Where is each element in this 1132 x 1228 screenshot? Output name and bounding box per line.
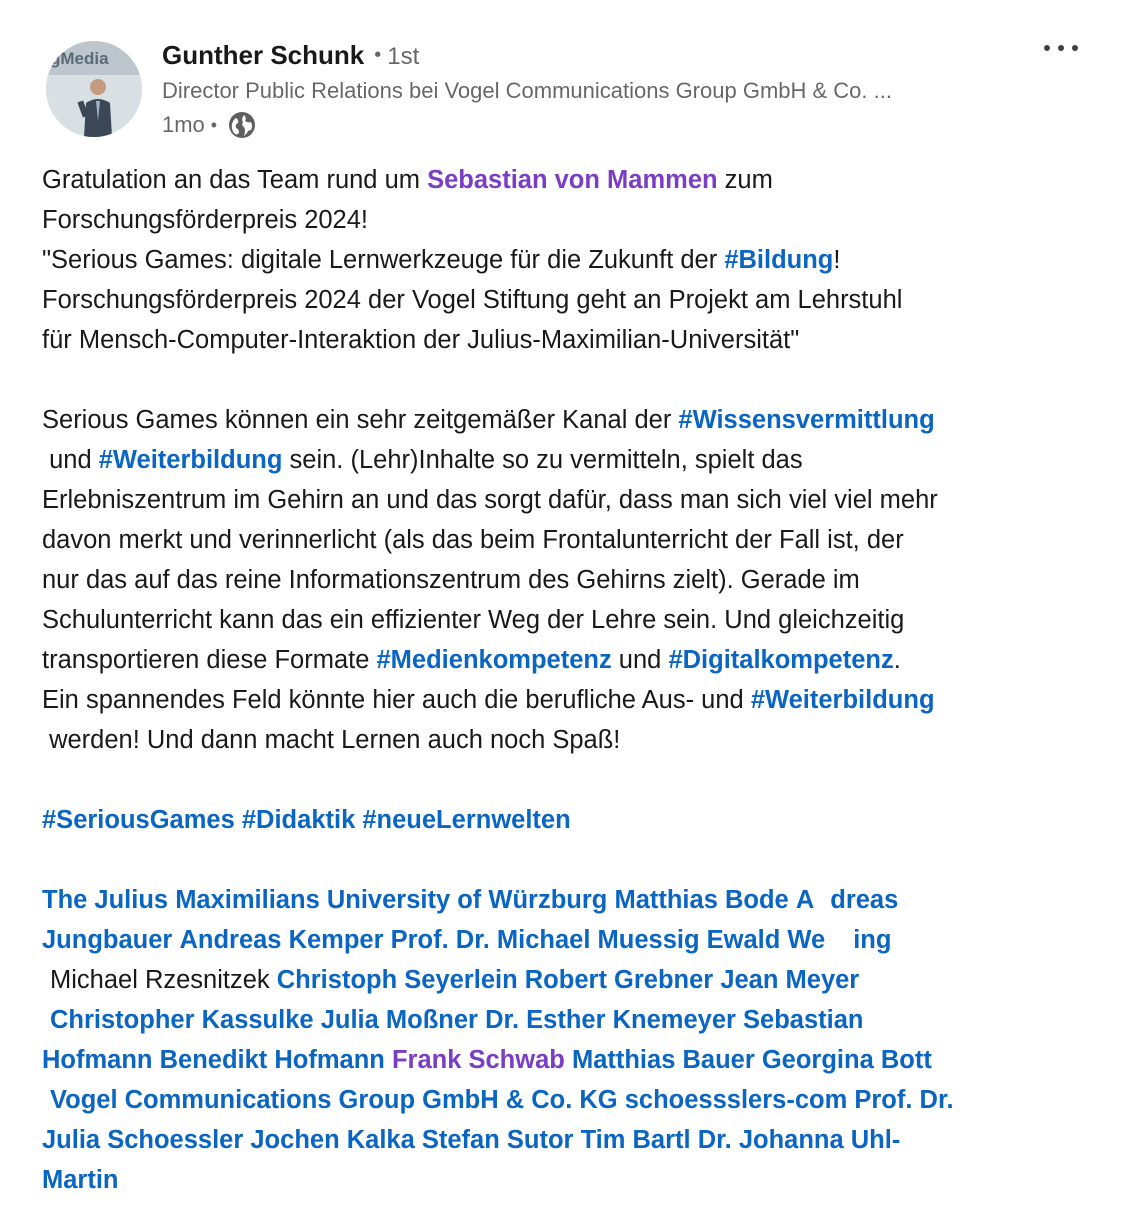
mention-link[interactable]: Hofmann — [42, 1046, 153, 1074]
post-meta — [162, 110, 257, 140]
plain-name: Michael Rzesnitzek — [50, 966, 270, 994]
mention-link[interactable]: Robert Grebner — [524, 966, 714, 994]
paragraph-gap — [42, 360, 1092, 400]
mention-link[interactable]: Tim Bartl — [580, 1126, 691, 1154]
post-time: 1mo — [162, 112, 205, 137]
author-name[interactable]: Gunther Schunk — [162, 40, 365, 70]
mention-link[interactable]: Julia Schoessler — [42, 1126, 244, 1154]
text-line: Schulunterricht kann das ein effizienter Weg der Lehre sein. Und gleichzeitig — [42, 606, 905, 634]
mention-link[interactable]: Vogel Communications Group GmbH & Co. KG — [50, 1086, 618, 1114]
paragraph-gap — [42, 760, 1092, 800]
hashtag-link[interactable]: #Bildung — [724, 246, 834, 274]
mention-link[interactable]: Sebastian von Mammen — [427, 166, 718, 194]
paragraph-gap — [42, 840, 1092, 880]
mention-link[interactable]: Sebastian — [743, 1006, 864, 1034]
mention-link[interactable]: A dreas — [795, 886, 899, 914]
author-headline: Director Public Relations bei Vogel Communications Group GmbH & Co. ... — [162, 78, 892, 103]
text-line: "Serious Games: digitale Lernwerkzeuge für die Zukunft der #Bildung! — [42, 246, 841, 274]
mention-link[interactable]: Martin — [42, 1166, 119, 1194]
hashtag-link[interactable]: #Weiterbildung — [750, 686, 935, 714]
mention-link[interactable]: Ewald We ing — [706, 926, 892, 954]
text-line: Ein spannendes Feld könnte hier auch die berufliche Aus- und #Weiterbildung — [42, 686, 935, 714]
mention-link[interactable]: Dr. Esther Knemeyer — [485, 1006, 736, 1034]
mention-link[interactable]: Andreas Kemper — [179, 926, 384, 954]
text-line: Serious Games können ein sehr zeitgemäßer Kanal der #Wissensvermittlung — [42, 406, 935, 434]
mention-link[interactable]: Stefan Sutor — [421, 1126, 574, 1154]
mentions-line — [42, 880, 1092, 920]
text-line: Gratulation an das Team rund um Sebastian von Mammen zum — [42, 166, 773, 194]
mentions-line — [42, 1080, 1092, 1120]
mention-link[interactable]: Christoph Seyerlein — [276, 966, 518, 994]
mentions-line — [42, 1000, 1092, 1040]
globe-icon — [227, 110, 257, 140]
post-header — [0, 0, 1132, 150]
mentions-line — [42, 1120, 1092, 1160]
mention-link[interactable]: Dr. Johanna Uhl- — [697, 1126, 901, 1154]
mention-link[interactable]: Christopher Kassulke — [50, 1006, 314, 1034]
author-avatar[interactable] — [46, 41, 142, 137]
post-text — [42, 160, 1092, 1200]
text-line: Erlebniszentrum im Gehirn an und das sorgt dafür, dass man sich viel viel mehr — [42, 486, 938, 514]
avatar-photo — [46, 41, 142, 137]
text-line: für Mensch-Computer-Interaktion der Julius-Maximilian-Universität" — [42, 326, 800, 354]
mention-link[interactable]: Benedikt Hofmann — [159, 1046, 385, 1074]
mention-link[interactable]: Matthias Bauer — [571, 1046, 755, 1074]
hashtag-link[interactable]: #Didaktik — [241, 806, 356, 834]
text-line: transportieren diese Formate #Medienkompetenz und #Digitalkompetenz. — [42, 646, 901, 674]
author-name-line — [162, 40, 419, 74]
mention-link[interactable]: Jochen Kalka — [250, 1126, 415, 1154]
mentions-line — [42, 1160, 1092, 1200]
separator-dot: • — [210, 114, 218, 135]
hashtag-link[interactable]: #Weiterbildung — [98, 446, 283, 474]
text-line: davon merkt und verinnerlicht (als das beim Frontalunterricht der Fall ist, der — [42, 526, 904, 554]
hashtag-link[interactable]: #SeriousGames — [42, 806, 235, 834]
hashtag-link[interactable]: #Wissensvermittlung — [678, 406, 935, 434]
mention-link[interactable]: Prof. Dr. Michael Muessig — [390, 926, 700, 954]
text-line: Forschungsförderpreis 2024 der Vogel Stiftung geht an Projekt am Lehrstuhl — [42, 286, 903, 314]
mentions-line — [42, 920, 1092, 960]
more-options-button[interactable] — [1044, 36, 1078, 60]
text-line: Forschungsförderpreis 2024! — [42, 206, 369, 234]
mention-link[interactable]: Prof. Dr. — [854, 1086, 954, 1114]
hashtag-link[interactable]: #Digitalkompetenz — [668, 646, 894, 674]
mention-link[interactable]: schoessslers-com — [624, 1086, 848, 1114]
separator-dot: • — [374, 44, 382, 66]
mention-link[interactable]: Frank Schwab — [391, 1046, 565, 1074]
mention-link[interactable]: Jungbauer — [42, 926, 173, 954]
mention-link[interactable]: The Julius Maximilians University of Würzburg — [42, 886, 608, 914]
text-line: werden! Und dann macht Lernen auch noch Spaß! — [42, 726, 621, 754]
more-horizontal-icon — [1044, 45, 1050, 51]
hashtag-line — [42, 800, 1092, 840]
avatar-banner-text: gMedia — [50, 49, 109, 68]
mentions-line — [42, 960, 1092, 1000]
mention-link[interactable]: Jean Meyer — [720, 966, 860, 994]
mention-link[interactable]: Matthias Bode — [614, 886, 789, 914]
mention-link[interactable]: Julia Moßner — [320, 1006, 478, 1034]
connection-degree: 1st — [387, 43, 420, 70]
hashtag-link[interactable]: #Medienkompetenz — [376, 646, 612, 674]
mention-link[interactable]: Georgina Bott — [761, 1046, 932, 1074]
hashtag-link[interactable]: #neueLernwelten — [362, 806, 571, 834]
text-line: nur das auf das reine Informationszentrum des Gehirns zielt). Gerade im — [42, 566, 860, 594]
mentions-line — [42, 1040, 1092, 1080]
text-line: und #Weiterbildung sein. (Lehr)Inhalte so zu vermitteln, spielt das — [42, 446, 803, 474]
